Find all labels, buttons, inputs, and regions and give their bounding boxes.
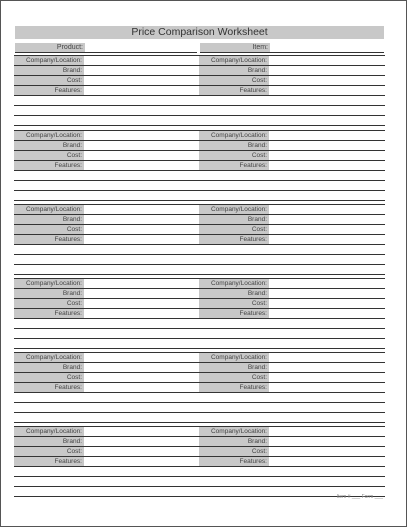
cost-label: Cost: [199,225,269,234]
features-row[interactable] [14,161,200,171]
features-line[interactable] [14,403,200,413]
cost-label: Cost: [199,151,269,160]
brand-row[interactable] [14,215,200,225]
features-label: Features: [14,161,84,170]
company-label: Company/Location: [199,56,269,65]
company-row[interactable] [14,131,200,141]
comparison-block [14,352,200,423]
brand-row[interactable] [199,363,385,373]
features-label: Features: [199,161,269,170]
cost-row[interactable] [199,299,385,309]
features-label: Features: [14,86,84,95]
cost-label: Cost: [14,225,84,234]
features-label: Features: [199,309,269,318]
features-line[interactable] [14,116,200,126]
brand-label: Brand: [14,437,84,446]
features-line[interactable] [14,487,200,497]
cost-label: Cost: [199,299,269,308]
brand-row[interactable] [14,437,200,447]
features-line[interactable] [199,403,385,413]
features-label: Features: [14,457,84,466]
company-label: Company/Location: [199,131,269,140]
comparison-block [199,55,385,126]
brand-label: Brand: [14,66,84,75]
brand-label: Brand: [14,141,84,150]
features-line[interactable] [199,329,385,339]
company-label: Company/Location: [199,205,269,214]
features-line[interactable] [199,467,385,477]
brand-label: Brand: [199,215,269,224]
brand-row[interactable] [199,215,385,225]
product-field[interactable] [15,43,197,53]
comparison-block [14,130,200,201]
company-row[interactable] [199,279,385,289]
brand-label: Brand: [199,289,269,298]
features-row[interactable] [14,309,200,319]
comparison-block [199,278,385,349]
features-line[interactable] [199,339,385,349]
features-row[interactable] [199,383,385,393]
features-label: Features: [199,383,269,392]
cost-row[interactable] [199,151,385,161]
features-line[interactable] [14,171,200,181]
features-line[interactable] [14,255,200,265]
cost-row[interactable] [14,76,200,86]
features-row[interactable] [199,457,385,467]
cost-row[interactable] [199,447,385,457]
brand-row[interactable] [14,289,200,299]
features-line[interactable] [199,191,385,201]
company-label: Company/Location: [199,279,269,288]
company-row[interactable] [199,205,385,215]
cost-row[interactable] [14,373,200,383]
features-line[interactable] [199,477,385,487]
features-line[interactable] [14,413,200,423]
comparison-block [14,204,200,275]
cost-label: Cost: [199,373,269,382]
features-line[interactable] [199,96,385,106]
features-line[interactable] [14,477,200,487]
brand-row[interactable] [199,289,385,299]
cost-row[interactable] [14,299,200,309]
page-title: Price Comparison Worksheet [15,26,384,39]
features-line[interactable] [14,265,200,275]
features-line[interactable] [14,339,200,349]
features-label: Features: [199,457,269,466]
company-row[interactable] [14,279,200,289]
brand-label: Brand: [14,215,84,224]
cost-label: Cost: [14,151,84,160]
item-label: Item: [200,43,270,52]
cost-label: Cost: [14,299,84,308]
features-line[interactable] [199,255,385,265]
features-line[interactable] [14,393,200,403]
features-label: Features: [199,86,269,95]
features-row[interactable] [14,457,200,467]
company-row[interactable] [199,131,385,141]
comparison-block [199,426,385,497]
cost-row[interactable] [14,225,200,235]
features-row[interactable] [14,383,200,393]
brand-label: Brand: [199,141,269,150]
comparison-block [14,426,200,497]
brand-label: Brand: [14,363,84,372]
company-row[interactable] [199,56,385,66]
cost-label: Cost: [199,76,269,85]
cost-row[interactable] [199,76,385,86]
company-row[interactable] [14,56,200,66]
features-line[interactable] [199,116,385,126]
features-line[interactable] [199,245,385,255]
features-line[interactable] [14,181,200,191]
comparison-block [14,278,200,349]
brand-row[interactable] [199,437,385,447]
company-row[interactable] [14,353,200,363]
features-line[interactable] [14,245,200,255]
company-label: Company/Location: [199,427,269,436]
features-line[interactable] [199,171,385,181]
features-line[interactable] [199,393,385,403]
features-line[interactable] [199,413,385,423]
features-line[interactable] [199,106,385,116]
features-line[interactable] [199,181,385,191]
brand-label: Brand: [199,66,269,75]
features-label: Features: [199,235,269,244]
brand-row[interactable] [199,66,385,76]
features-row[interactable] [199,235,385,245]
features-row[interactable] [199,161,385,171]
product-label: Product: [15,43,85,52]
features-line[interactable] [199,319,385,329]
company-label: Company/Location: [14,353,84,362]
features-label: Features: [14,309,84,318]
features-row[interactable] [14,86,200,96]
company-row[interactable] [199,427,385,437]
company-row[interactable] [199,353,385,363]
cost-label: Cost: [14,373,84,382]
cost-row[interactable] [14,151,200,161]
features-line[interactable] [14,96,200,106]
cost-row[interactable] [14,447,200,457]
brand-label: Brand: [199,363,269,372]
comparison-block [199,352,385,423]
company-label: Company/Location: [14,131,84,140]
brand-row[interactable] [199,141,385,151]
features-line[interactable] [14,106,200,116]
features-label: Features: [14,383,84,392]
company-label: Company/Location: [199,353,269,362]
item-field[interactable] [200,43,384,53]
company-label: Company/Location: [14,56,84,65]
brand-label: Brand: [14,289,84,298]
brand-row[interactable] [14,363,200,373]
features-row[interactable] [199,86,385,96]
cost-label: Cost: [14,76,84,85]
company-row[interactable] [14,427,200,437]
comparison-block [199,204,385,275]
comparison-block [14,55,200,126]
comparison-block [199,130,385,201]
company-row[interactable] [14,205,200,215]
company-label: Company/Location: [14,205,84,214]
cost-label: Cost: [14,447,84,456]
features-line[interactable] [14,329,200,339]
company-label: Company/Location: [14,427,84,436]
brand-row[interactable] [14,141,200,151]
footer-note: Item # ___ Form ___ [336,494,383,500]
features-row[interactable] [14,235,200,245]
features-row[interactable] [199,309,385,319]
features-line[interactable] [14,319,200,329]
brand-row[interactable] [14,66,200,76]
cost-row[interactable] [199,373,385,383]
features-line[interactable] [199,265,385,275]
features-line[interactable] [14,467,200,477]
cost-row[interactable] [199,225,385,235]
features-line[interactable] [14,191,200,201]
features-label: Features: [14,235,84,244]
company-label: Company/Location: [14,279,84,288]
cost-label: Cost: [199,447,269,456]
brand-label: Brand: [199,437,269,446]
